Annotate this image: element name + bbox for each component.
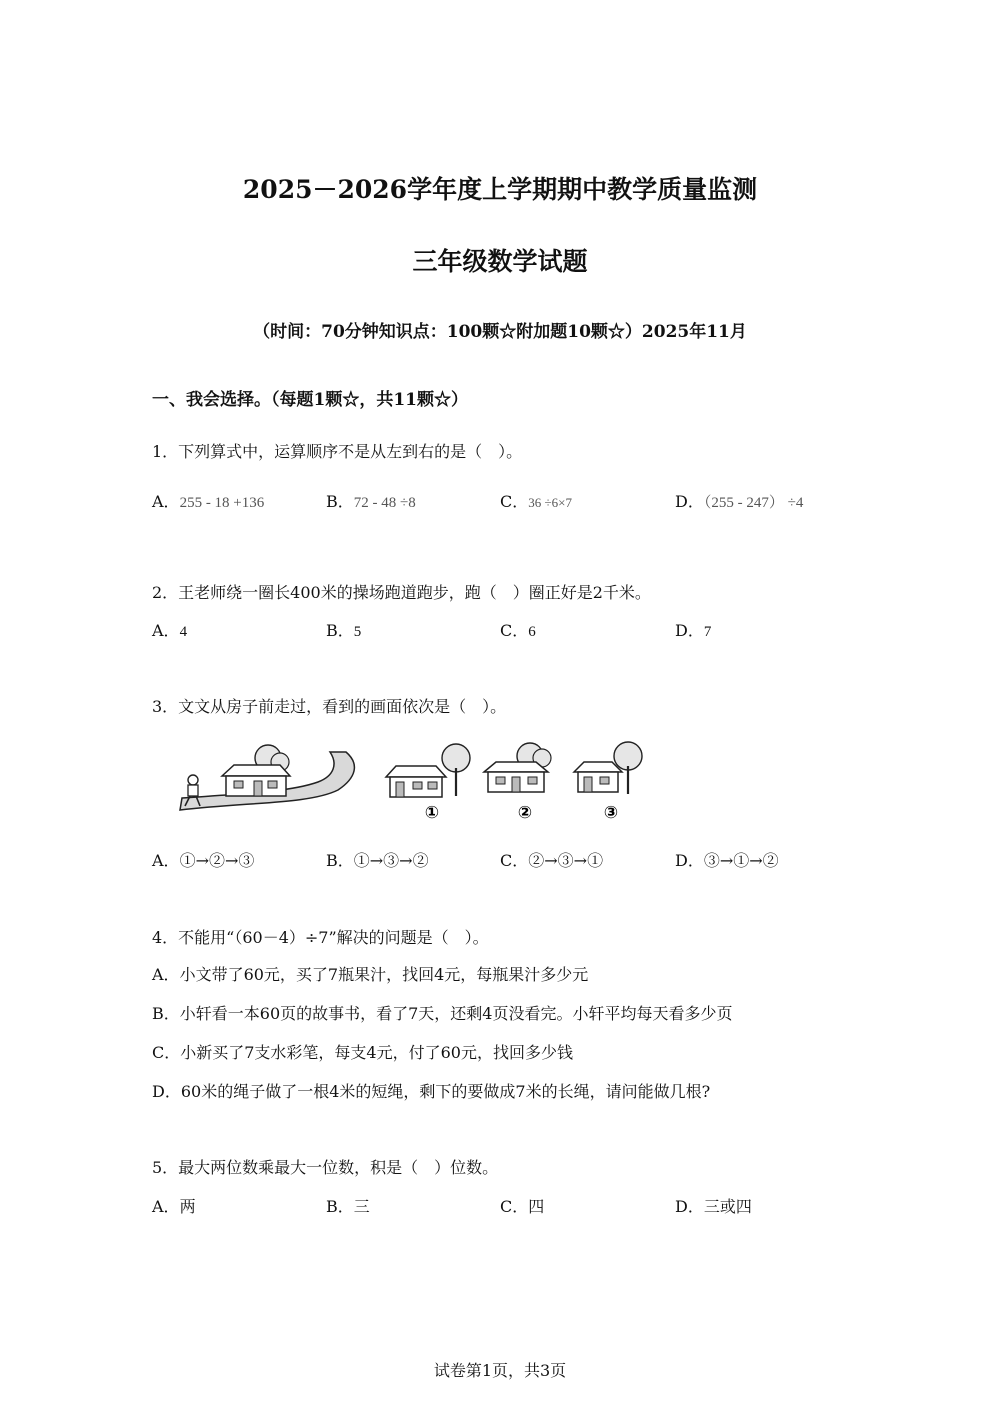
- figure-label-1: ①: [424, 803, 440, 823]
- question-1-option-a: A．255 - 18 +136: [152, 492, 265, 511]
- question-2-option-c: C．6: [500, 621, 536, 640]
- question-4-option-c: C．小新买了7支水彩笔，每支4元，付了60元，找回多少钱: [152, 1043, 573, 1062]
- view-1-icon: [386, 744, 470, 797]
- question-4-option-a: A．小文带了60元，买了7瓶果汁，找回4元，每瓶果汁多少元: [152, 965, 589, 984]
- question-3-option-d: D．③→①→②: [675, 851, 779, 870]
- house-views-figure: [170, 738, 660, 828]
- question-3-option-b: B．①→③→②: [326, 851, 429, 870]
- main-house-icon: [222, 745, 290, 796]
- question-5-option-d: D．三或四: [675, 1197, 752, 1216]
- question-2-option-d: D．7: [675, 621, 712, 640]
- question-5-option-b: B．三: [326, 1197, 370, 1216]
- exam-subtitle: 三年级数学试题: [412, 247, 588, 276]
- page-footer: 试卷第1页，共3页: [433, 1361, 567, 1380]
- figure-label-3: ③: [603, 803, 619, 823]
- question-2-stem: 2．王老师绕一圈长400米的操场跑道跑步，跑（ ）圈正好是2千米。: [152, 583, 651, 602]
- question-1-option-c: C．36 ÷6×7: [500, 492, 572, 511]
- figure-label-2: ②: [517, 803, 533, 823]
- exam-info: （时间：70分钟知识点：100颗☆附加题10颗☆）2025年11月: [253, 322, 747, 342]
- exam-title: 2025－2026学年度上学期期中教学质量监测: [242, 175, 758, 204]
- question-2-option-a: A．4: [152, 621, 188, 640]
- question-4-option-d: D．60米的绳子做了一根4米的短绳，剩下的要做成7米的长绳，请问能做几根?: [152, 1082, 711, 1101]
- question-5-option-c: C．四: [500, 1197, 545, 1216]
- question-1-option-d: D．（255 - 247） ÷4: [675, 492, 804, 511]
- question-1-option-b: B．72 - 48 ÷8: [326, 492, 416, 511]
- view-3-icon: [574, 742, 642, 794]
- question-1-stem: 1．下列算式中，运算顺序不是从左到右的是（ ）。: [152, 442, 523, 461]
- question-3-option-c: C．②→③→①: [500, 851, 604, 870]
- question-4-stem: 4．不能用“（60－4）÷7”解决的问题是（ ）。: [152, 928, 489, 947]
- question-5-stem: 5．最大两位数乘最大一位数，积是（ ）位数。: [152, 1158, 499, 1177]
- question-2-option-b: B．5: [326, 621, 362, 640]
- question-3-stem: 3．文文从房子前走过，看到的画面依次是（ ）。: [152, 697, 507, 716]
- section-heading: 一、我会选择。（每题1颗☆，共11颗☆）: [152, 390, 468, 410]
- question-3-option-a: A．①→②→③: [152, 851, 255, 870]
- question-5-option-a: A．两: [152, 1197, 196, 1216]
- view-2-icon: [484, 743, 551, 792]
- question-4-option-b: B．小轩看一本60页的故事书，看了7天，还剩4页没看完。小轩平均每天看多少页: [152, 1004, 733, 1023]
